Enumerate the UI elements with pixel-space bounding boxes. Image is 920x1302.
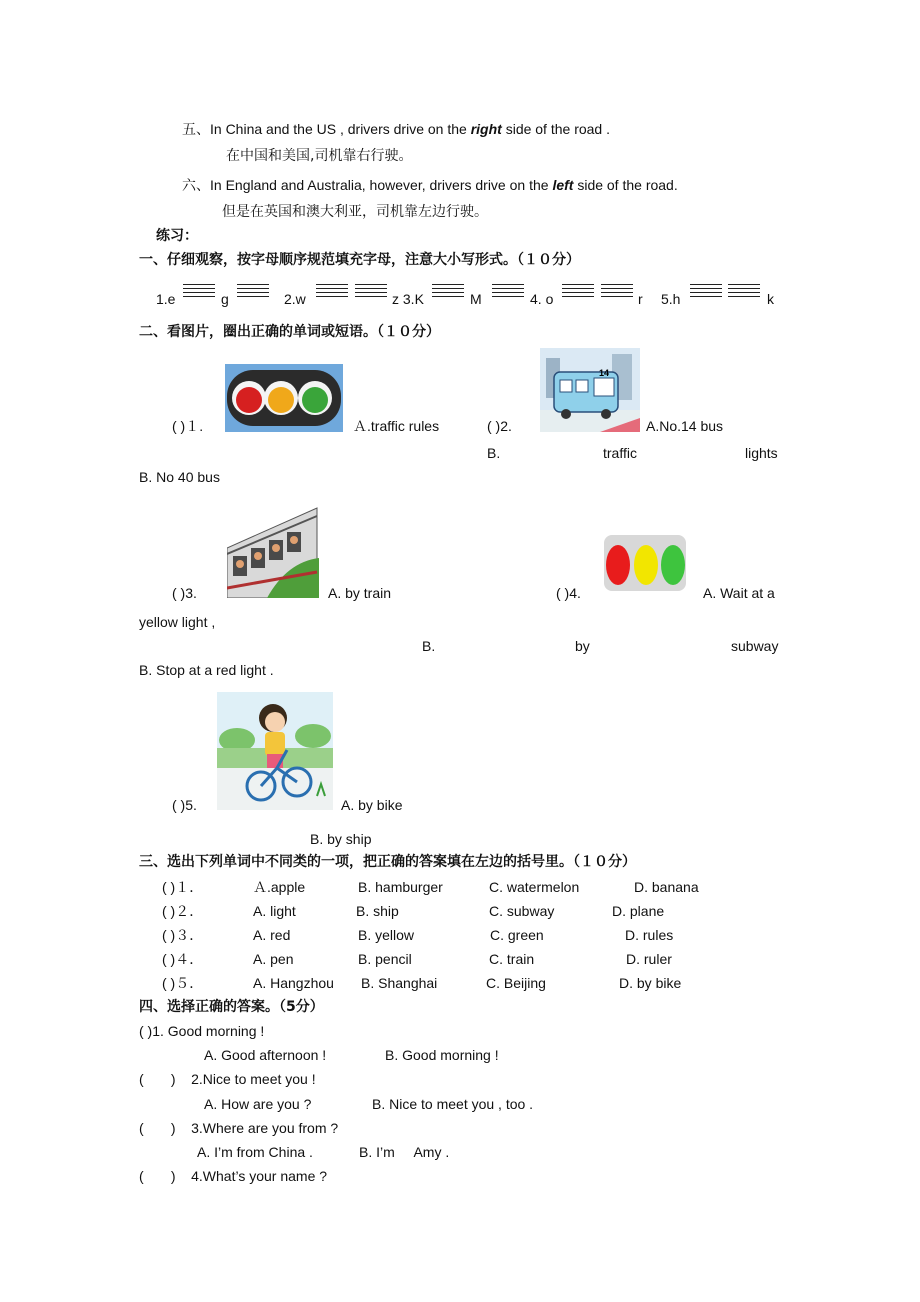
option-b[interactable]: B. No 40 bus [139,469,220,485]
option-a[interactable]: A.No.14 bus [646,418,724,434]
intro-line-6: 六、In England and Australia, however, drivers drive on the left side of the road. [182,177,678,193]
blank-lines[interactable] [601,284,633,300]
answer-paren[interactable]: ( )４． [162,951,204,967]
option-a[interactable]: A. pen [253,951,294,967]
option-a[interactable]: A. Good afternoon ! [204,1047,327,1063]
option-a[interactable]: A. I’m from China . [197,1144,313,1160]
option-b-word[interactable]: by [575,638,590,654]
option-d[interactable]: D. rules [625,927,674,943]
option-b[interactable]: B. Shanghai [361,975,438,991]
option-b[interactable]: B. by ship [310,831,372,847]
traffic-light-picture [225,364,343,432]
option-a[interactable]: A. by train [328,585,392,601]
section-1-heading: 一、仔细观察，按字母顺序规范填充字母，注意大小写形式。（１０分） [139,252,580,268]
option-a[interactable]: A. by bike [341,797,403,813]
question[interactable]: ( ) 2.Nice to meet you ! [139,1071,316,1087]
letter-item: r [638,291,643,307]
option-c[interactable]: C. watermelon [489,879,580,895]
letter-item: 1.e [156,291,176,307]
intro-line-5-cn: 在中国和美国,司机靠右行驶。 [226,148,413,164]
option-b[interactable]: B. Stop at a red light . [139,662,274,678]
blank-lines[interactable] [562,284,594,300]
option-b[interactable]: B. Nice to meet you , too . [372,1096,534,1112]
option-a[interactable]: A. Hangzhou [253,975,334,991]
emphasis-right: right [470,121,502,137]
blank-lines[interactable] [728,284,760,300]
option-d[interactable]: D. by bike [619,975,682,991]
blank-lines[interactable] [492,284,524,300]
train-picture [227,502,319,598]
letter-item: z 3.K [392,291,424,307]
option-c[interactable]: C. Beijing [486,975,546,991]
blank-lines[interactable] [690,284,722,300]
option-d[interactable]: D. ruler [626,951,672,967]
option-a[interactable]: Ａ.traffic rules [353,418,440,434]
section-4-heading: 四、选择正确的答案。（5分） [139,999,324,1015]
option-b-label[interactable]: B. [422,638,436,654]
section-3-heading: 三、选出下列单词中不同类的一项，把正确的答案填在左边的括号里。（１０分） [139,854,636,870]
question[interactable]: ( ) 3.Where are you from ? [139,1120,339,1136]
blank-lines[interactable] [355,284,387,300]
option-c[interactable]: C. green [490,927,544,943]
bus-picture [540,348,640,432]
answer-paren[interactable]: ( )１. [172,418,204,434]
letter-item: 5.h [661,291,681,307]
emphasis-left: left [552,177,574,193]
letter-item: k [767,291,774,307]
intro-line-5: 五、In China and the US , drivers drive on the right side of the road . [182,121,610,137]
answer-paren[interactable]: ( )5. [172,797,197,813]
traffic-light-picture [602,533,688,597]
option-b[interactable]: B. Good morning ! [385,1047,499,1063]
option-b[interactable]: B. ship [356,903,399,919]
option-a[interactable]: Ａ.apple [253,879,306,895]
answer-paren[interactable]: ( )３． [162,927,204,943]
option-d[interactable]: D. banana [634,879,699,895]
practice-label: 练习： [156,228,198,244]
option-b[interactable]: B. yellow [358,927,415,943]
letter-item: M [470,291,482,307]
question[interactable]: ( )1. Good morning ! [139,1023,265,1039]
letter-item: 4. o [530,291,554,307]
answer-paren[interactable]: ( )５． [162,975,204,991]
intro-line-6-cn: 但是在英国和澳大利亚，司机靠左边行驶。 [222,204,488,220]
option-c[interactable]: C. train [489,951,535,967]
option-a[interactable]: A. How are you ? [204,1096,312,1112]
blank-lines[interactable] [237,284,269,300]
option-b-label[interactable]: B. [487,445,501,461]
answer-paren[interactable]: ( )4. [556,585,581,601]
answer-paren[interactable]: ( )2. [487,418,512,434]
option-b-word[interactable]: lights [745,445,778,461]
question[interactable]: ( ) 4.What’s your name ? [139,1168,328,1184]
blank-lines[interactable] [432,284,464,300]
bus-number: 14 [598,368,610,378]
letter-item: g [221,291,229,307]
blank-lines[interactable] [316,284,348,300]
answer-paren[interactable]: ( )3. [172,585,197,601]
option-b[interactable]: B. hamburger [358,879,443,895]
option-c[interactable]: C. subway [489,903,555,919]
answer-paren[interactable]: ( )２． [162,903,204,919]
bike-picture [217,692,333,810]
option-a[interactable]: A. light [253,903,296,919]
option-a[interactable]: A. Wait at a [703,585,775,601]
answer-paren[interactable]: ( )１． [162,879,204,895]
option-b-word[interactable]: traffic [603,445,637,461]
option-d[interactable]: D. plane [612,903,665,919]
option-b[interactable]: B. pencil [358,951,412,967]
letter-item: 2.w [284,291,306,307]
option-a-continued[interactable]: yellow light , [139,614,216,630]
section-2-heading: 二、看图片，圈出正确的单词或短语。（１０分） [139,324,440,340]
blank-lines[interactable] [183,284,215,300]
option-b[interactable]: B. I’m Amy . [359,1144,450,1160]
option-b-word[interactable]: subway [731,638,779,654]
option-a[interactable]: A. red [253,927,291,943]
